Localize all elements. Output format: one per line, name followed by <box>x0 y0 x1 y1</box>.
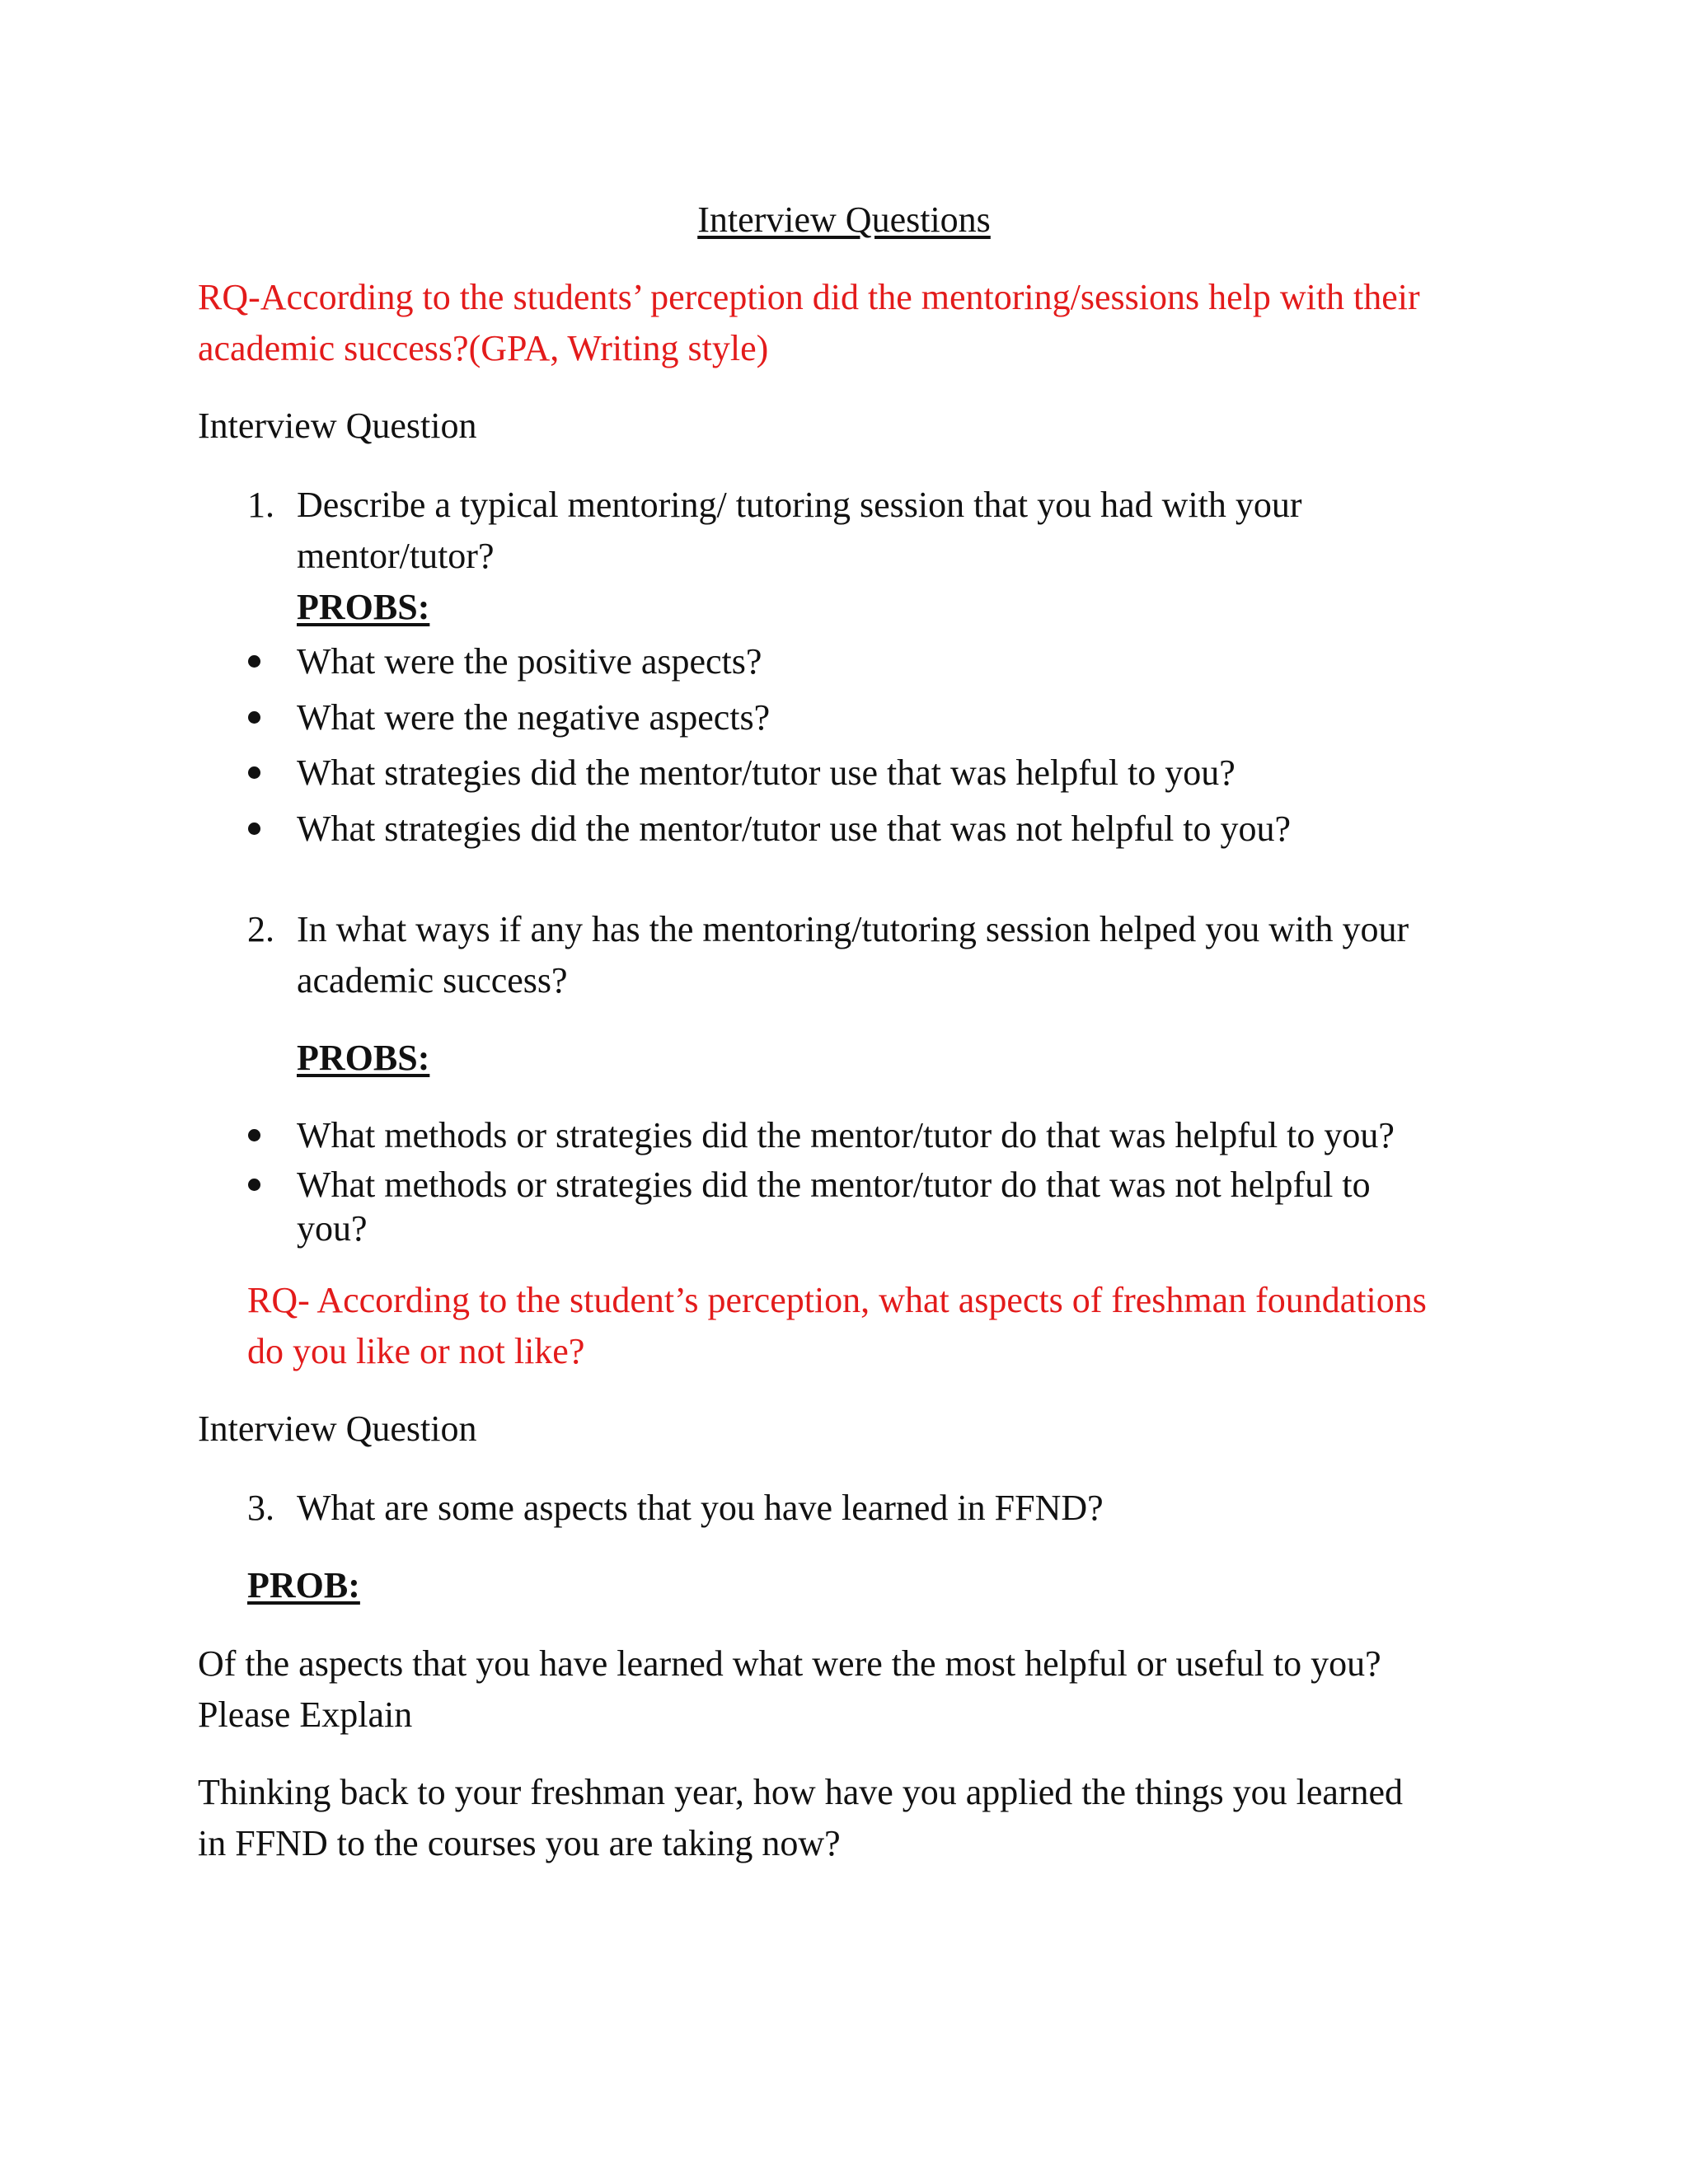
question-2-line-1: In what ways if any has the mentoring/tutoring session helped you with your <box>297 909 1409 949</box>
question-2-probe-1: What methods or strategies did the mentor/tutor do that was helpful to you? <box>297 1115 1395 1155</box>
followup-2-line-2: in FFND to the courses you are taking now? <box>198 1823 841 1863</box>
question-1-probe-label: PROBS: <box>297 587 430 627</box>
question-1-line-1: Describe a typical mentoring/ tutoring session that you had with your <box>297 485 1302 525</box>
question-2-probe-label: PROBS: <box>297 1038 430 1078</box>
question-3-number: 3. <box>247 1488 274 1528</box>
title-text: Interview Questions <box>697 199 991 240</box>
interview-question-heading-1: Interview Question <box>198 405 477 446</box>
bullet-icon <box>248 1179 260 1191</box>
question-2-line-2: academic success? <box>297 960 568 1001</box>
question-3-probe-label: PROB: <box>247 1565 360 1605</box>
question-2-probe-2-line-1: What methods or strategies did the mentor/tutor do that was not helpful to <box>297 1165 1371 1205</box>
document-title <box>0 194 1688 246</box>
question-2-number: 2. <box>247 909 274 949</box>
bullet-icon <box>248 766 260 779</box>
bullet-icon <box>248 711 260 724</box>
bullet-icon <box>248 823 260 835</box>
question-1-line-2: mentor/tutor? <box>297 536 495 576</box>
followup-2-line-1: Thinking back to your freshman year, how have you applied the things you learned <box>198 1772 1404 1812</box>
bullet-icon <box>248 1129 260 1141</box>
question-1-probe-1: What were the positive aspects? <box>297 641 762 682</box>
question-1-number: 1. <box>247 485 274 525</box>
question-2-probe-2-line-2: you? <box>297 1208 368 1249</box>
research-question-1-line-2: academic success?(GPA, Writing style) <box>198 328 769 368</box>
research-question-2-line-2: do you like or not like? <box>247 1331 585 1371</box>
bullet-icon <box>248 655 260 668</box>
research-question-2-line-1: RQ- According to the student’s perception, what aspects of freshman foundations <box>247 1280 1427 1320</box>
question-1-probe-3: What strategies did the mentor/tutor use that was helpful to you? <box>297 752 1236 793</box>
followup-1-line-2: Please Explain <box>198 1694 413 1735</box>
research-question-1-line-1: RQ-According to the students’ perception did the mentoring/sessions help with their <box>198 277 1420 317</box>
followup-1-line-1: Of the aspects that you have learned what were the most helpful or useful to you? <box>198 1643 1381 1684</box>
question-1-probe-2: What were the negative aspects? <box>297 697 771 738</box>
interview-question-heading-2: Interview Question <box>198 1408 477 1449</box>
question-1-probe-4: What strategies did the mentor/tutor use that was not helpful to you? <box>297 808 1292 849</box>
question-3-text: What are some aspects that you have learned in FFND? <box>297 1488 1104 1528</box>
